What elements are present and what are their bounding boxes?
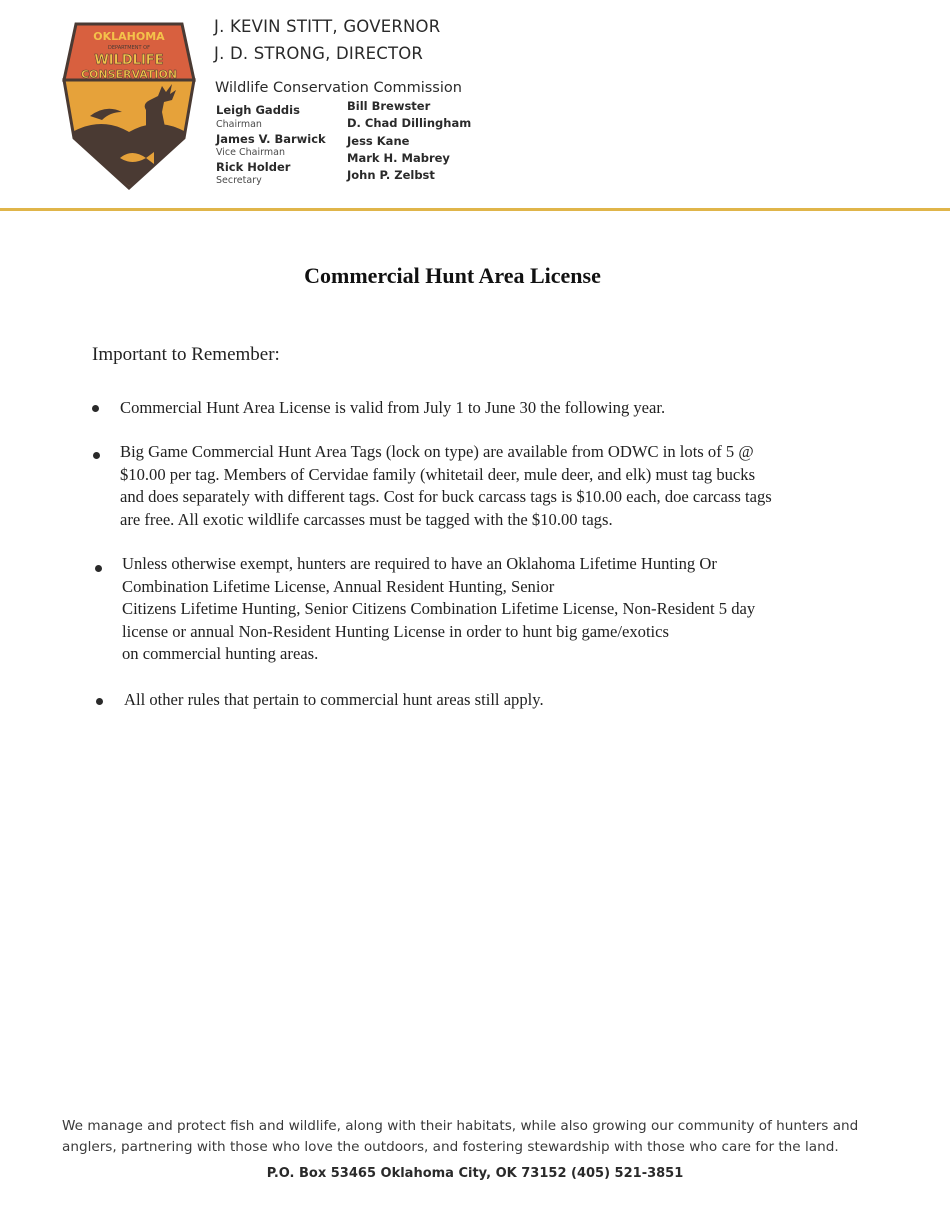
bullet-line: Citizens Lifetime Hunting, Senior Citizens Combination Lifetime License, Non-Resident 5 day bbox=[122, 599, 756, 618]
mission-statement bbox=[62, 1116, 902, 1158]
bullet-line: and does separately with different tags. Cost for buck carcass tags is $10.00 each, doe carcass tags bbox=[120, 487, 772, 506]
footer-address: P.O. Box 53465 Oklahoma City, OK 73152 (405) 521-3851 bbox=[266, 1166, 684, 1181]
bullet-icon bbox=[93, 452, 100, 459]
bullet-line: are free. All exotic wildlife carcasses must be tagged with the $10.00 tags. bbox=[120, 509, 613, 529]
governor-line: J. KEVIN STITT, GOVERNOR bbox=[214, 17, 441, 36]
bullet-line: $10.00 per tag. Members of Cervidae family (whitetail deer, mule deer, and elk) must tag bucks bbox=[120, 464, 756, 484]
odwc-logo bbox=[62, 20, 196, 192]
bullet-line: on commercial hunting areas. bbox=[122, 644, 319, 663]
commission-title: Wildlife Conservation Commission bbox=[215, 80, 462, 96]
bullet-line: Big Game Commercial Hunt Area Tags (lock on type) are available from ODWC in lots of 5 @ bbox=[120, 442, 754, 461]
logo-text-conservation: CONSERVATION bbox=[80, 68, 178, 81]
member-name: Leigh Gaddis bbox=[216, 103, 300, 117]
mission-line: anglers, partnering with those who love the outdoors, and fostering stewardship with those who care for the land. bbox=[62, 1139, 839, 1155]
member-role: Vice Chairman bbox=[216, 147, 285, 158]
logo-text-oklahoma: OKLAHOMA bbox=[93, 30, 165, 43]
bullet-line: license or annual Non-Resident Hunting License in order to hunt big game/exotics bbox=[122, 621, 669, 641]
bullet-item bbox=[122, 553, 755, 666]
member-name: Bill Brewster bbox=[347, 99, 431, 113]
important-heading: Important to Remember: bbox=[92, 344, 280, 365]
mission-line: We manage and protect fish and wildlife, along with their habitats, while also growing our community of hunters and bbox=[62, 1118, 859, 1134]
bullet-icon bbox=[92, 405, 99, 412]
bullet-item bbox=[124, 689, 544, 712]
member-name: James V. Barwick bbox=[216, 132, 326, 146]
document-title: Commercial Hunt Area License bbox=[304, 263, 601, 288]
bullet-item bbox=[120, 397, 665, 420]
member-name: D. Chad Dillingham bbox=[347, 116, 472, 130]
header-divider bbox=[0, 208, 950, 211]
director-line: J. D. STRONG, DIRECTOR bbox=[214, 44, 424, 63]
bullet-item bbox=[120, 441, 772, 531]
bullet-line: All other rules that pertain to commercial hunt areas still apply. bbox=[124, 690, 544, 709]
logo-text-dept: DEPARTMENT OF bbox=[108, 45, 150, 51]
bullet-line: Combination Lifetime License, Annual Resident Hunting, Senior bbox=[122, 576, 555, 596]
bullet-icon bbox=[96, 698, 103, 705]
member-name: Jess Kane bbox=[347, 134, 410, 148]
member-name: Mark H. Mabrey bbox=[347, 151, 450, 165]
bullet-icon bbox=[95, 565, 102, 572]
member-role: Secretary bbox=[216, 175, 262, 186]
logo-text-wildlife: WILDLIFE bbox=[94, 53, 164, 68]
member-role: Chairman bbox=[216, 119, 262, 130]
bullet-line: Commercial Hunt Area License is valid from July 1 to June 30 the following year. bbox=[120, 398, 666, 417]
member-name: John P. Zelbst bbox=[347, 168, 435, 182]
bullet-line: Unless otherwise exempt, hunters are required to have an Oklahoma Lifetime Hunting Or bbox=[122, 554, 717, 573]
member-name: Rick Holder bbox=[216, 160, 291, 174]
